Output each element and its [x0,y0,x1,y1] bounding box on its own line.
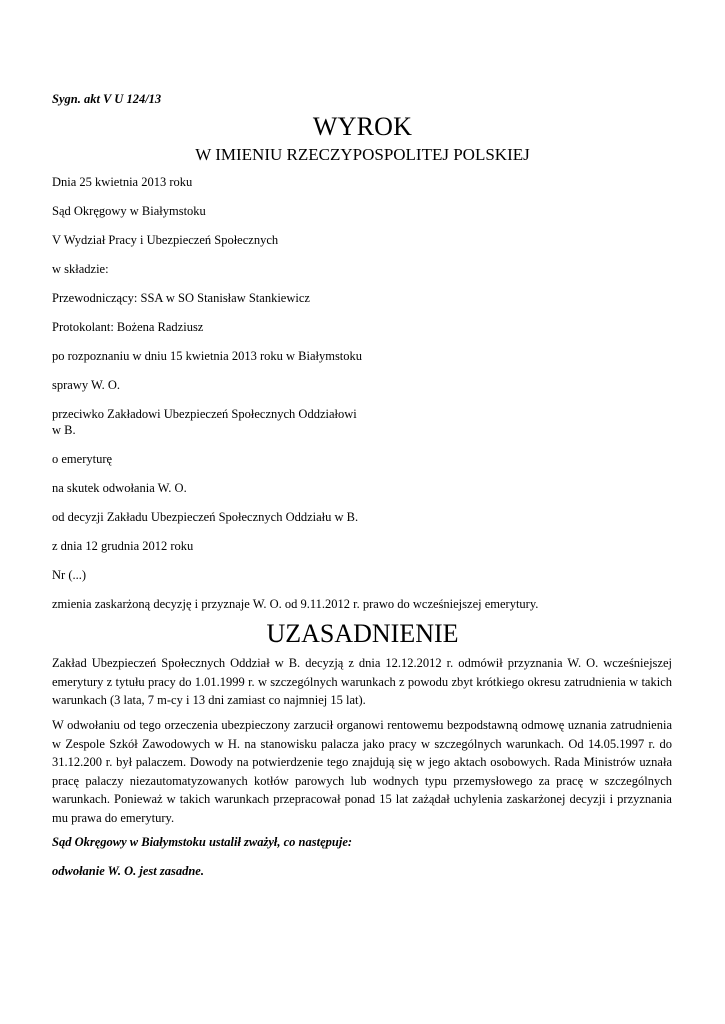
finding-intro: Sąd Okręgowy w Białymstoku ustalił zważył, co następuje: [52,835,353,849]
paragraph-1: Zakład Ubezpieczeń Społecznych Oddział w B. decyzją z dnia 12.12.2012 r. odmówił przyznania W. O. wcześniejszej emerytury z tytułu pracy do 1.01.1999 r. w szczególnych warunkach z powodu zbyt krótkiego okresu zatrudnienia w takich warunkach (3 lata, 7 m-cy i 13 dni zamiast co najmniej 15 lat). [52,656,672,707]
header-line-division: V Wydział Pracy i Ubezpieczeń Społecznych [52,233,279,247]
document-title: WYROK [312,112,413,141]
header-line-decision: od decyzji Zakładu Ubezpieczeń Społecznych Oddziału w B. [52,510,359,524]
header-line-composition: w składzie: [52,262,109,276]
section-title: UZASADNIENIE [266,619,459,648]
document-subtitle: W IMIENIU RZECZYPOSPOLITEJ POLSKIEJ [195,145,530,164]
paragraph-2: W odwołaniu od tego orzeczenia ubezpieczony zarzucił organowi rentowemu bezpodstawną odmowę uznania zatrudnienia w Zespole Szkół Zawodowych w H. na stanowisku palacza jako pracy w szczególnych warunkach. Od 14.05.1997 r. do 31.12.200 r. był palaczem. Dowody na potwierdzenie tego znajdują się w jego aktach osobowych. Rada Ministrów uznała pracę palaczy niezautomatyzowanych kotłów parowych lub wodnych typu przemysłowego za pracę w szczególnych warunkach. Ponieważ w takich warunkach przepracował ponad 15 lat zażądał uchylenia zaskarżonej decyzji i przyznania mu prawa do emerytury. [52,718,672,825]
verdict-line: zmienia zaskarżoną decyzję i przyznaje W. O. od 9.11.2012 r. prawo do wcześniejszej emerytury. [52,597,539,611]
header-line-court: Sąd Okręgowy w Białymstoku [52,204,206,218]
header-line-case: sprawy W. O. [52,378,121,392]
header-line-against: przeciwko Zakładowi Ubezpieczeń Społecznych Oddziałowi [52,407,357,421]
header-line-decision-date: z dnia 12 grudnia 2012 roku [52,539,194,553]
header-line-number: Nr (...) [52,568,87,582]
header-line-presiding: Przewodniczący: SSA w SO Stanisław Stankiewicz [52,291,310,305]
header-line-subject: o emeryturę [52,452,113,466]
header-line-hearing: po rozpoznaniu w dniu 15 kwietnia 2013 roku w Białymstoku [52,349,363,363]
finding: odwołanie W. O. jest zasadne. [52,864,204,878]
header-line-appeal: na skutek odwołania W. O. [52,481,187,495]
header-line-against-city: w B. [52,423,76,437]
case-reference: Sygn. akt V U 124/13 [52,92,162,106]
header-line-date: Dnia 25 kwietnia 2013 roku [52,175,193,189]
header-line-clerk: Protokolant: Bożena Radziusz [52,320,204,334]
